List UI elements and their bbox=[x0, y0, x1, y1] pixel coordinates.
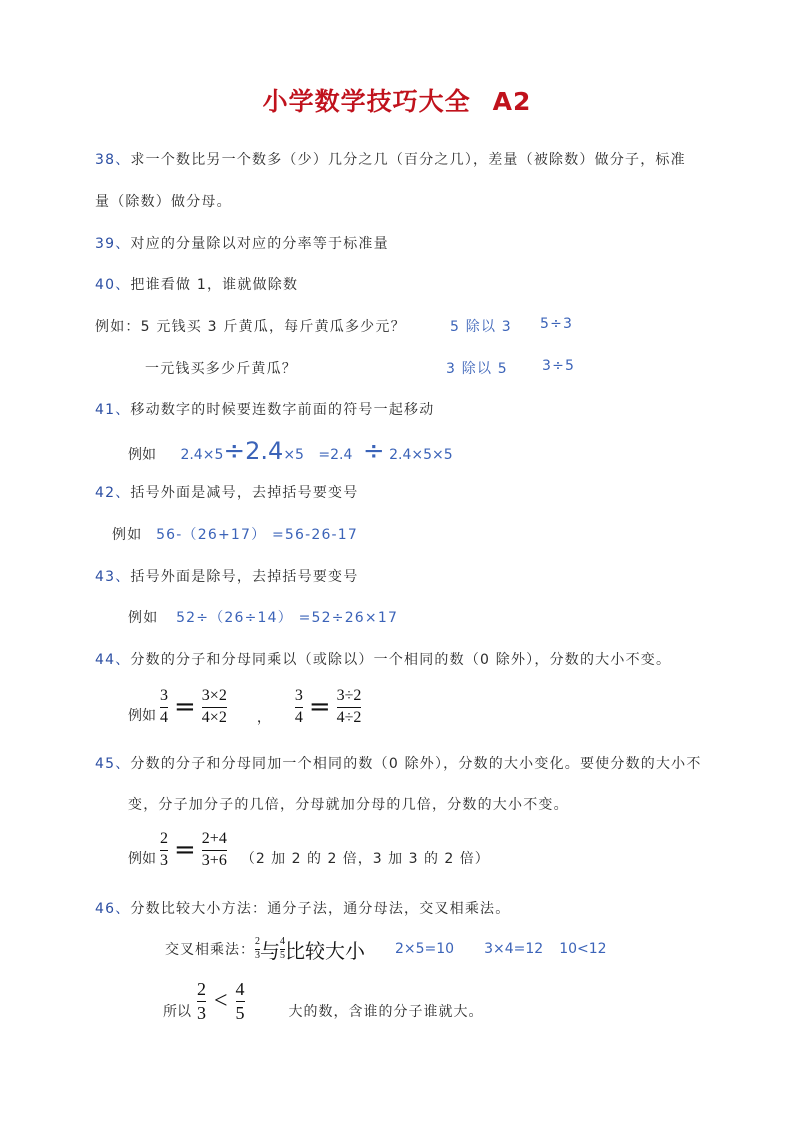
item-text: 分数的分子和分母同乘以（或除以）一个相同的数（0 除外），分数的大小不变。 bbox=[130, 652, 672, 668]
item-46-cross-method bbox=[165, 932, 607, 966]
item-38-line1 bbox=[95, 149, 686, 169]
item-43 bbox=[95, 566, 358, 586]
example-answer-words: 3 除以 5 bbox=[446, 361, 508, 377]
fraction bbox=[197, 980, 206, 1023]
fraction bbox=[295, 688, 303, 727]
item-40-example-1 bbox=[95, 316, 406, 336]
item-number: 46、 bbox=[95, 901, 131, 917]
numerator: 3×2 bbox=[201, 687, 227, 704]
expr-part: 2.4×5×5 bbox=[389, 447, 453, 463]
example-label: 例如 bbox=[128, 707, 156, 724]
item-text: 括号外面是除号，去掉括号要变号 bbox=[130, 569, 359, 585]
divide-symbol: ÷ bbox=[362, 436, 385, 466]
denominator: 4 bbox=[294, 708, 303, 726]
divide-symbol: ÷ bbox=[223, 436, 246, 466]
denominator: 3 bbox=[255, 949, 260, 961]
title-code: A2 bbox=[492, 87, 532, 116]
and-word: 与 bbox=[260, 938, 280, 963]
numerator: 2 bbox=[160, 830, 168, 847]
item-text: 分数比较大小方法：通分子法，通分母法，交叉相乘法。 bbox=[130, 901, 511, 917]
title-text: 小学数学技巧大全 bbox=[262, 87, 471, 116]
item-number: 42、 bbox=[95, 485, 131, 501]
expr-big-number: 2.4 bbox=[245, 437, 284, 465]
item-42-example bbox=[112, 524, 358, 544]
example-answer-expr: 3÷5 bbox=[542, 358, 576, 374]
denominator: 3 bbox=[197, 1002, 206, 1023]
conclusion-note: 大的数，含谁的分子谁就大。 bbox=[288, 1003, 484, 1020]
cross-product-2: 3×4=12 bbox=[484, 941, 544, 957]
fraction bbox=[337, 688, 362, 727]
numerator: 2+4 bbox=[201, 830, 227, 847]
so-label: 所以 bbox=[163, 1003, 191, 1020]
expr-part: 2.4×5 bbox=[180, 447, 224, 463]
example-expression: 56-（26+17） =56-26-17 bbox=[156, 527, 359, 543]
item-number: 44、 bbox=[95, 652, 131, 668]
example-label: 例如 bbox=[112, 527, 143, 543]
fraction bbox=[202, 831, 227, 870]
item-46 bbox=[95, 898, 510, 918]
numerator: 2 bbox=[197, 979, 206, 999]
item-number: 41、 bbox=[95, 402, 131, 418]
item-43-example bbox=[128, 607, 398, 627]
item-45-example bbox=[128, 831, 490, 870]
expr-part: =2.4 bbox=[318, 447, 353, 463]
numerator: 3÷2 bbox=[336, 687, 362, 704]
item-45-line1 bbox=[95, 753, 702, 773]
expr-part: ×5 bbox=[283, 447, 304, 463]
numerator: 4 bbox=[280, 936, 285, 947]
numerator: 3 bbox=[294, 687, 303, 704]
example-answer-words: 5 除以 3 bbox=[450, 319, 512, 335]
item-44-example bbox=[128, 688, 361, 727]
item-number: 38、 bbox=[95, 152, 131, 168]
example-label: 例如 bbox=[128, 447, 156, 463]
equals-sign: = bbox=[174, 692, 196, 723]
fraction bbox=[160, 688, 168, 727]
item-46-conclusion bbox=[163, 980, 484, 1023]
item-45-line2: 变，分子加分子的几倍，分母就加分母的几倍，分数的大小不变。 bbox=[128, 797, 569, 813]
method-label: 交叉相乘法： bbox=[165, 942, 255, 958]
example-note: （2 加 2 的 2 倍，3 加 3 的 2 倍） bbox=[240, 850, 490, 867]
denominator: 3 bbox=[160, 851, 168, 869]
item-38-line2: 量（除数）做分母。 bbox=[95, 194, 232, 210]
equals-sign: = bbox=[174, 835, 196, 866]
item-40 bbox=[95, 274, 298, 294]
example-answer-expr: 5÷3 bbox=[540, 316, 574, 332]
equals-sign: = bbox=[308, 692, 331, 723]
numerator: 2 bbox=[255, 936, 260, 947]
page-title bbox=[0, 82, 794, 118]
less-than-sign: < bbox=[214, 987, 228, 1014]
item-44 bbox=[95, 649, 671, 669]
item-number: 40、 bbox=[95, 277, 131, 293]
example-label: 例如 bbox=[128, 850, 156, 867]
item-text: 括号外面是减号，去掉括号要变号 bbox=[130, 485, 359, 501]
item-text: 移动数字的时候要连数字前面的符号一起移动 bbox=[130, 402, 435, 418]
separator: ， bbox=[256, 709, 271, 726]
item-text: 对应的分量除以对应的分率等于标准量 bbox=[130, 236, 389, 252]
example-question: 例如：5 元钱买 3 斤黄瓜，每斤黄瓜多少元？ bbox=[95, 319, 406, 335]
example-label: 例如 bbox=[128, 610, 159, 626]
item-39 bbox=[95, 233, 389, 253]
denominator: 4×2 bbox=[201, 708, 227, 726]
fraction bbox=[160, 831, 168, 870]
item-text: 把谁看做 1，谁就做除数 bbox=[130, 277, 299, 293]
item-number: 45、 bbox=[95, 756, 131, 772]
item-number: 43、 bbox=[95, 569, 131, 585]
denominator: 4÷2 bbox=[336, 708, 362, 726]
cross-comparison: 10<12 bbox=[559, 941, 607, 957]
denominator: 5 bbox=[280, 949, 285, 961]
example-expression: 52÷（26÷14） =52÷26×17 bbox=[176, 610, 399, 626]
item-40-example-2: 一元钱买多少斤黄瓜？ bbox=[145, 361, 297, 377]
compare-word: 比较大小 bbox=[285, 938, 365, 963]
item-number: 39、 bbox=[95, 236, 131, 252]
item-42 bbox=[95, 482, 358, 502]
item-text: 分数的分子和分母同加一个相同的数（0 除外），分数的大小变化。要使分数的大小不 bbox=[130, 756, 702, 772]
item-41-example bbox=[128, 437, 453, 469]
item-41 bbox=[95, 399, 434, 419]
denominator: 3+6 bbox=[201, 851, 227, 869]
cross-product-1: 2×5=10 bbox=[395, 941, 455, 957]
fraction bbox=[202, 688, 227, 727]
fraction bbox=[236, 980, 245, 1023]
denominator: 5 bbox=[235, 1002, 245, 1023]
denominator: 4 bbox=[160, 708, 168, 726]
numerator: 4 bbox=[235, 979, 245, 999]
item-text: 求一个数比另一个数多（少）几分之几（百分之几），差量（被除数）做分子，标准 bbox=[130, 152, 686, 168]
numerator: 3 bbox=[160, 687, 168, 704]
